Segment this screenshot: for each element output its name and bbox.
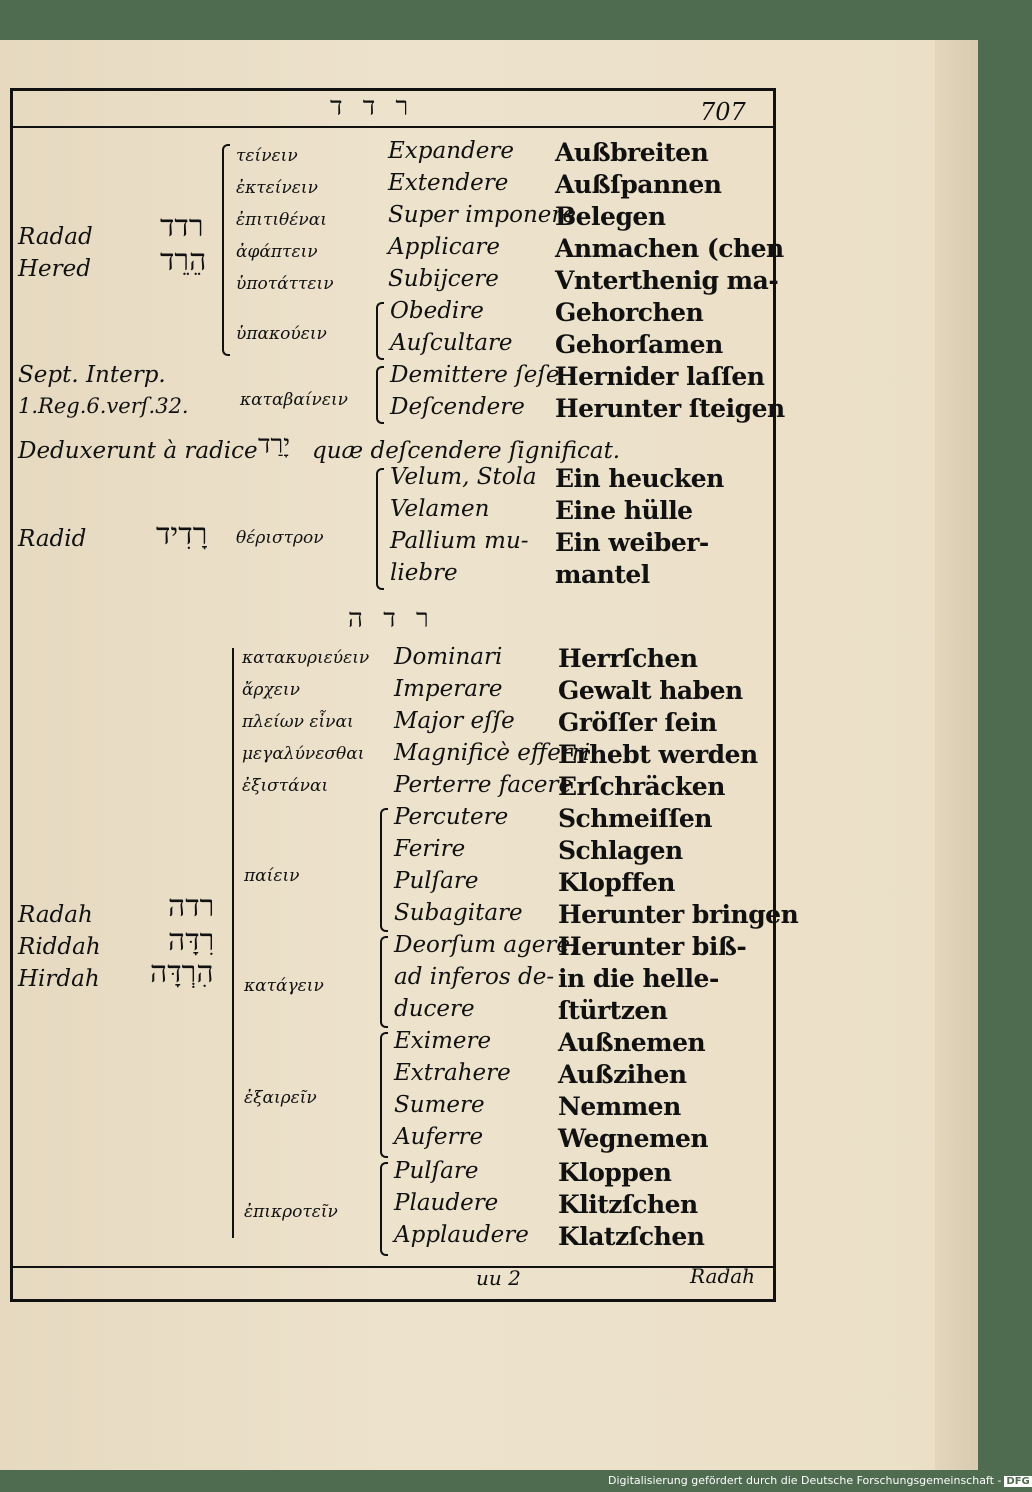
deduxerunt-hebrew: יָרַד — [258, 430, 291, 460]
footer-rule — [10, 1266, 773, 1268]
greek-katagein: κατάγειν — [244, 976, 324, 996]
header-hebrew: ר ד ד — [330, 92, 415, 122]
german-aussbreiten: Außbreiten — [555, 138, 709, 167]
latin-applicare: Applicare — [388, 234, 500, 260]
latin-plaudere: Plaudere — [394, 1190, 499, 1216]
entry-label-radad: Radad — [18, 224, 93, 250]
latin-pulsare: Pulſare — [394, 868, 479, 894]
latin-auscultare: Auſcultare — [390, 330, 513, 356]
latin-demittere: Demittere ſeſe — [390, 362, 560, 388]
signature-mark: uu 2 — [476, 1266, 521, 1290]
latin-major-esse: Major eſſe — [394, 708, 515, 734]
german-erhebt-werden: Erhebt werden — [558, 740, 758, 769]
latin-obedire: Obedire — [390, 298, 484, 324]
brace-paiein — [380, 808, 388, 932]
german-heucken: Ein heucken — [555, 464, 724, 493]
german-wegnemen: Wegnemen — [558, 1124, 709, 1153]
hebrew-hirdah: הִרְדָּה — [150, 955, 214, 990]
greek-ekteinein: ἐκτείνειν — [236, 178, 318, 198]
german-herrschen: Herrſchen — [558, 644, 698, 673]
german-herunter-biss: Herunter biß- — [558, 932, 747, 961]
entry-label-radah: Radah — [18, 902, 93, 928]
brace-radad — [222, 144, 230, 356]
greek-hypotattein: ὑποτάττειν — [236, 274, 334, 294]
latin-super-imponere: Super imponere — [388, 202, 576, 228]
german-vnterthenig: Vnterthenig ma- — [555, 266, 779, 295]
section-hebrew-rdh: ר ד ה — [348, 604, 435, 634]
latin-liebre: liebre — [390, 560, 458, 586]
german-groesser-sein: Gröſſer ſein — [558, 708, 717, 737]
latin-auferre: Auferre — [394, 1124, 484, 1150]
german-ausszihen: Außzihen — [558, 1060, 687, 1089]
entry-label-hered: Hered — [18, 256, 91, 282]
latin-pulsare-2: Pulſare — [394, 1158, 479, 1184]
latin-pallium: Pallium mu- — [390, 528, 529, 554]
greek-hypakouein: ὑπακούειν — [236, 324, 327, 344]
greek-katabainein: καταβαίνειν — [240, 390, 348, 410]
german-huelle: Eine hülle — [555, 496, 693, 525]
german-nemmen: Nemmen — [558, 1092, 681, 1121]
brace-radid — [376, 468, 384, 590]
credit-text: Digitalisierung gefördert durch die Deutsche Forschungsgemeinschaft - — [608, 1474, 1002, 1487]
german-belegen: Belegen — [555, 202, 666, 231]
entry-label-radid: Radid — [18, 526, 87, 552]
catchword: Radah — [690, 1264, 756, 1288]
latin-ferire: Ferire — [394, 836, 466, 862]
hebrew-radid: רָדִיד — [156, 517, 208, 552]
latin-subijcere: Subijcere — [388, 266, 499, 292]
german-herunter-bringen: Herunter bringen — [558, 900, 799, 929]
latin-velamen: Velamen — [390, 496, 490, 522]
latin-expandere: Expandere — [388, 138, 514, 164]
german-hernider: Hernider laſſen — [555, 362, 765, 391]
greek-aphaptein: ἀφάπτειν — [236, 242, 318, 262]
hebrew-riddah: רִדָּה — [168, 923, 215, 958]
hebrew-hered: הֵרֵד — [160, 243, 207, 278]
latin-sumere: Sumere — [394, 1092, 485, 1118]
hebrew-radah: רדה — [168, 889, 215, 924]
german-in-die-helle: in die helle- — [558, 964, 719, 993]
german-klitzschen: Klitzſchen — [558, 1190, 698, 1219]
entry-label-riddah: Riddah — [18, 934, 101, 960]
german-herunter-steigen: Herunter ſteigen — [555, 394, 785, 423]
german-klopffen: Klopffen — [558, 868, 675, 897]
german-gehorsamen: Gehorſamen — [555, 330, 723, 359]
hebrew-radad: רדד — [160, 209, 204, 244]
greek-epikrotein: ἐπικροτεῖν — [244, 1202, 338, 1222]
latin-perterre-facere: Perterre facere — [394, 772, 573, 798]
brace-obedire — [376, 302, 384, 360]
latin-extrahere: Extrahere — [394, 1060, 511, 1086]
greek-pleion-einai: πλείων εἶναι — [242, 712, 354, 732]
sept-label: Sept. Interp. — [18, 362, 166, 388]
greek-exairein: ἐξαιρεῖν — [244, 1088, 317, 1108]
latin-velum: Velum, Stola — [390, 464, 537, 490]
latin-subagitare: Subagitare — [394, 900, 523, 926]
greek-megalynesthai: μεγαλύνεσθαι — [242, 744, 365, 764]
digitization-credit — [608, 1474, 1032, 1487]
greek-existanai: ἐξιστάναι — [242, 776, 329, 796]
german-schmeissen: Schmeiſſen — [558, 804, 712, 833]
latin-descendere: Deſcendere — [390, 394, 525, 420]
greek-katakyrieuein: κατακυριεύειν — [242, 648, 370, 668]
german-stuertzen: ſtürtzen — [558, 996, 668, 1025]
german-erschraecken: Erſchräcken — [558, 772, 725, 801]
latin-magnifice-efferri: Magnificè efferri — [394, 740, 591, 766]
german-weiber: Ein weiber- — [555, 528, 709, 557]
dfg-logo: DFG — [1006, 1476, 1030, 1487]
page-edge — [935, 40, 978, 1470]
german-aussnemen: Außnemen — [558, 1028, 706, 1057]
german-gehorchen: Gehorchen — [555, 298, 704, 327]
brace-katagein — [380, 936, 388, 1028]
latin-ad-inferos: ad inferos de- — [394, 964, 555, 990]
header-rule — [10, 126, 773, 128]
latin-imperare: Imperare — [394, 676, 503, 702]
page-number: 707 — [700, 98, 746, 126]
sept-reference: 1.Reg.6.verſ.32. — [18, 394, 189, 418]
german-gewalt-haben: Gewalt haben — [558, 676, 743, 705]
greek-archein: ἄρχειν — [242, 680, 300, 700]
latin-dominari: Dominari — [394, 644, 503, 670]
german-mantel: mantel — [555, 560, 650, 589]
latin-eximere: Eximere — [394, 1028, 492, 1054]
latin-deorsum-agere: Deorſum agere, — [394, 932, 578, 958]
latin-ducere: ducere — [394, 996, 475, 1022]
brace-exairein — [380, 1032, 388, 1158]
german-anmachen: Anmachen (chen — [555, 234, 784, 263]
latin-extendere: Extendere — [388, 170, 509, 196]
brace-radah-main — [232, 648, 234, 1238]
german-klatzschen: Klatzſchen — [558, 1222, 705, 1251]
german-schlagen: Schlagen — [558, 836, 683, 865]
german-kloppen: Kloppen — [558, 1158, 672, 1187]
german-ausspannen: Außſpannen — [555, 170, 722, 199]
deduxerunt-text-b: quæ deſcendere ſignificat. — [312, 438, 621, 464]
brace-demittere — [376, 366, 384, 424]
greek-paiein: παίειν — [244, 866, 300, 886]
greek-teinein: τείνειν — [236, 146, 298, 166]
latin-percutere: Percutere — [394, 804, 509, 830]
latin-applaudere: Applaudere — [394, 1222, 529, 1248]
brace-epikrotein — [380, 1162, 388, 1256]
greek-theristron: θέριστρον — [236, 528, 324, 548]
deduxerunt-text-a: Deduxerunt à radice — [18, 438, 258, 464]
greek-epitithenai: ἐπιτιθέναι — [236, 210, 327, 230]
entry-label-hirdah: Hirdah — [18, 966, 100, 992]
